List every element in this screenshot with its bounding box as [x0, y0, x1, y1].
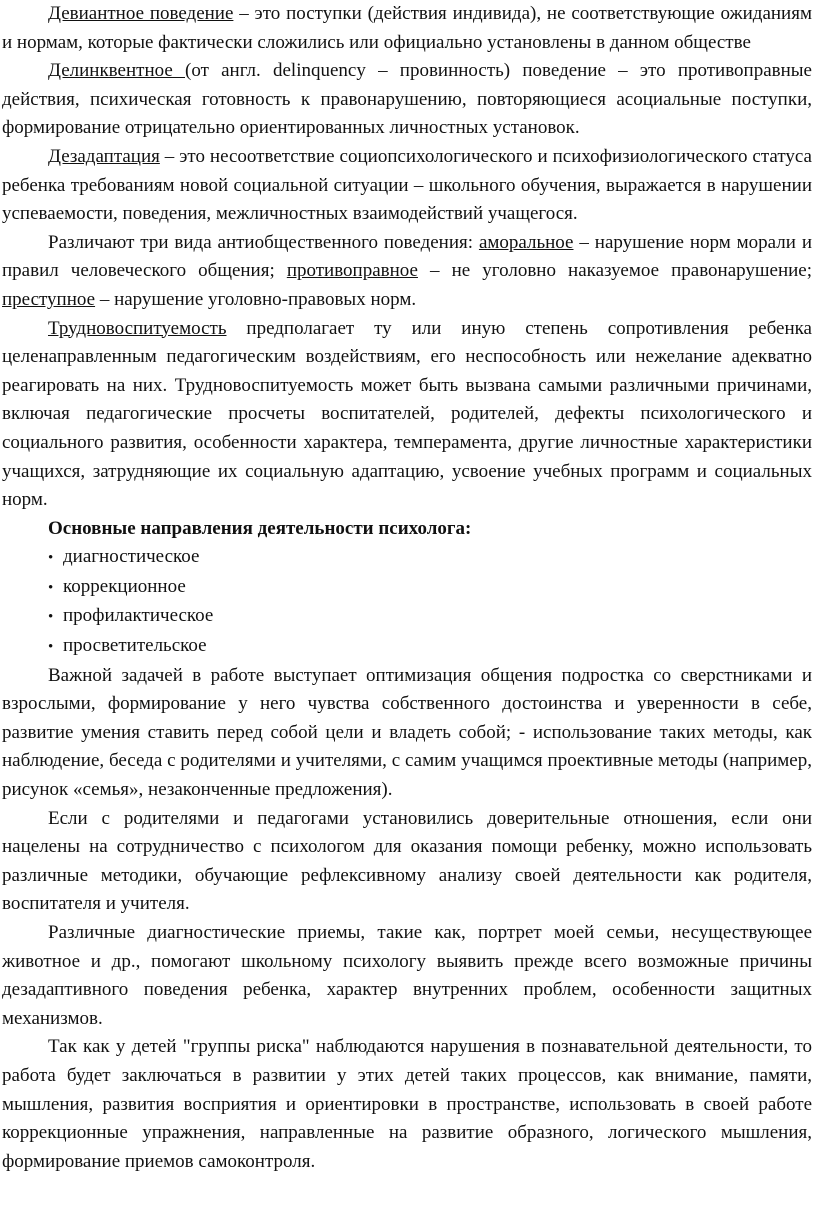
term-unlawful: противоправное [286, 260, 418, 282]
unlawful-text: – не уголовно наказуемое правонарушение; [417, 260, 812, 282]
term-deviant: Девиантное поведение [48, 3, 234, 24]
list-item [48, 602, 812, 632]
definition-text: (от англ. delinquency – провинность) поведение – это противоправные действия, психическая готовность к правонарушению, повторяющиеся асоциальные поступки, формирование отрицательно ориентированных личностных установок. [2, 60, 812, 139]
term-immoral: аморальное [478, 231, 574, 253]
term-disadaptation: Дезадаптация [48, 145, 160, 167]
term-difficult-to-educate: Трудновоспитуемость [48, 317, 227, 339]
definition-deviant [2, 0, 812, 57]
term-criminal: преступное [2, 288, 96, 310]
list-item [48, 543, 812, 573]
list-item-label: профилактическое [63, 605, 214, 627]
bullet-icon: • [48, 609, 54, 626]
list-item-label: просветительское [63, 635, 207, 657]
criminal-text: – нарушение уголовно-правовых норм. [95, 288, 417, 310]
definition-difficult-to-educate [2, 315, 812, 515]
list-item-label: коррекционное [63, 575, 186, 597]
directions-list [2, 543, 812, 661]
body-paragraph: Различные диагностические приемы, такие как, портрет моей семьи, несуществующее животное и др., помогают школьному психологу выявить прежде всего возможные причины дезадаптивного поведения ребенка, характер внутренних проблем, особенности защитных механизмов. [2, 922, 812, 1029]
list-item [48, 632, 812, 662]
term-delinquent: Делинквентное [48, 60, 185, 82]
list-item [48, 573, 812, 603]
definition-delinquent [2, 57, 812, 143]
bullet-icon: • [48, 550, 54, 567]
immoral-text: – нарушение норм морали и правил человеческого общения; [2, 231, 812, 282]
definition-text: – это поступки (действия индивида), не соответствующие ожиданиям и нормам, которые фактически сложились или официально установлены в данном обществе [2, 3, 812, 53]
definition-text: предполагает ту или иную степень сопротивления ребенка целенаправленным педагогическим воздействиям, его неспособность или нежелание адекватно реагировать на них. Трудновоспитуемость может быть вызвана самыми различными причинами, включая педагогические просчеты воспитателей, родителей, дефекты психологического и социального развития, особенности характера, темперамента, другие личностные характеристики учащихся, затрудняющие их социальную адаптацию, усвоение учебных программ и социальных норм. [2, 317, 812, 511]
bullet-icon: • [48, 579, 54, 596]
definition-text: – это несоответствие социопсихологического и психофизиологического статуса ребенка требованиям новой социальной ситуации – школьного обучения, выражается в нарушении успеваемости, поведения, межличностных взаимодействий учащегося. [2, 145, 812, 225]
antisocial-types-paragraph [2, 229, 812, 315]
body-paragraph: Так как у детей "группы риска" наблюдаются нарушения в познавательной деятельности, то работа будет заключаться в развитии у этих детей таких процессов, как внимание, памяти, мышления, развития восприятия и ориентировки в пространстве, использовать в своей работе коррекционные упражнения, направленные на развитие образного, логического мышления, формирование приемов самоконтроля. [2, 1036, 812, 1172]
list-item-label: диагностическое [63, 546, 200, 568]
section-heading: Основные направления деятельности психолога: [48, 517, 472, 539]
bullet-icon: • [48, 639, 54, 656]
body-paragraph: Если с родителями и педагогами установились доверительные отношения, если они нацелены на сотрудничество с психологом для оказания помощи ребенку, можно использовать различные методики, обучающие рефлексивному анализу своей деятельности как родителя, воспитателя и учителя. [2, 807, 812, 915]
body-paragraph: Важной задачей в работе выступает оптимизация общения подростка со сверстниками и взрослыми, формирование у него чувства собственного достоинства и уверенности в себе, развитие умения ставить перед собой цели и владеть собой; - использование таких методы, как наблюдение, беседа с родителями и учителями, с самим учащимся проективные методы (например, рисунок «семья», незаконченные предложения). [2, 664, 812, 801]
definition-disadaptation [2, 143, 812, 229]
antisocial-intro: Различают три вида антиобщественного поведения: [48, 231, 479, 253]
